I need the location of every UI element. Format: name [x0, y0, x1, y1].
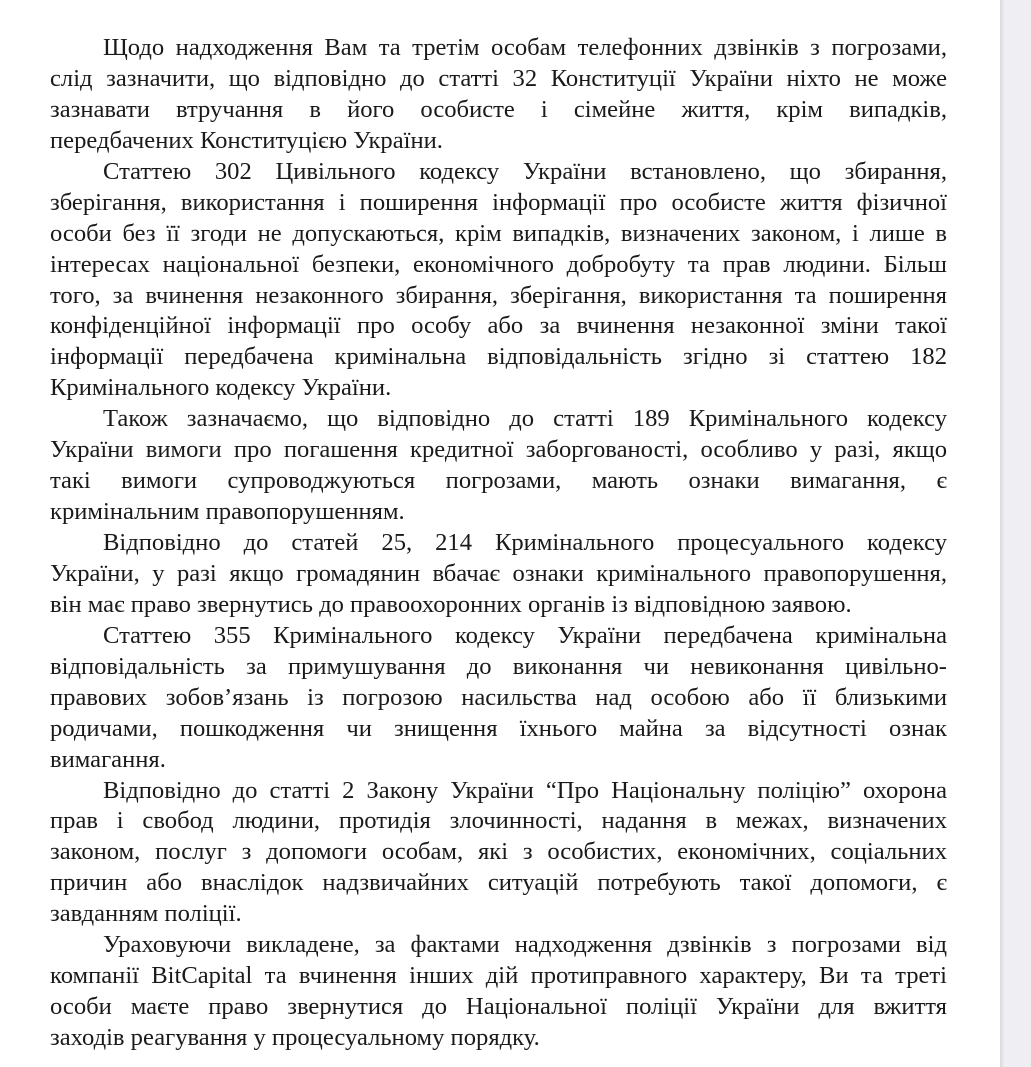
text-line: інформації передбачена кримінальна відповідальність згідно зі статтею 182	[50, 343, 947, 371]
text-line: причин або внаслідок надзвичайних ситуацій потребують такої допомоги, є	[50, 869, 947, 897]
text-line: родичами, пошкодження чи знищення їхнього майна за відсутності ознак	[50, 714, 947, 742]
text-line: інтересах національної безпеки, економічного добробуту та прав людини. Більш	[50, 250, 947, 278]
text-line: прав і свобод людини, протидія злочинності, надання в межах, визначених	[50, 807, 947, 835]
text-line: Статтею 302 Цивільного кодексу України встановлено, що збирання,	[103, 157, 947, 185]
paragraph	[50, 404, 947, 528]
text-line: заходів реагування у процесуальному порядку.	[50, 1024, 540, 1051]
text-line: України, у разі якщо громадянин вбачає ознаки кримінального правопорушення,	[50, 559, 947, 587]
text-line: того, за вчинення незаконного збирання, зберігання, використання та поширення	[50, 281, 947, 309]
text-line: зазнавати втручання в його особисте і сімейне життя, крім випадків,	[50, 95, 947, 123]
text-line: Кримінального кодексу України.	[50, 374, 392, 402]
text-line: Також зазначаємо, що відповідно до статті 189 Кримінального кодексу	[103, 405, 947, 433]
text-line: він має право звернутись до правоохоронних органів із відповідною заявою.	[50, 590, 852, 618]
text-line: вимагання.	[50, 745, 166, 773]
text-line: конфіденційної інформації про особу або за вчинення незаконної зміни такої	[50, 312, 947, 340]
text-line: Відповідно до статті 2 Закону України “Про Національну поліцію” охорона	[103, 776, 947, 804]
text-line: передбачених Конституцією України.	[50, 126, 443, 154]
paragraph	[50, 776, 947, 931]
document-body	[50, 33, 947, 1054]
text-line: Ураховуючи викладене, за фактами надходження дзвінків з погрозами від	[103, 931, 947, 959]
text-line: кримінальним правопорушенням.	[50, 498, 405, 526]
text-line: зберігання, використання і поширення інформації про особисте життя фізичної	[50, 188, 947, 216]
paragraph	[50, 33, 947, 157]
text-line: слід зазначити, що відповідно до статті 32 Конституції України ніхто не може	[50, 64, 947, 92]
paragraph	[50, 621, 947, 776]
text-line: Відповідно до статей 25, 214 Кримінального процесуального кодексу	[103, 529, 947, 556]
text-line: відповідальність за примушування до виконання чи невиконання цивільно-	[50, 652, 947, 680]
paragraph	[50, 528, 947, 621]
paragraph	[50, 157, 947, 405]
paragraph	[50, 930, 947, 1054]
text-line: особи без її згоди не допускаються, крім випадків, визначених законом, і лише в	[50, 219, 947, 247]
text-line: Щодо надходження Вам та третім особам телефонних дзвінків з погрозами,	[103, 34, 947, 61]
text-line: правових зобов’язань із погрозою насильства над особою або її близькими	[50, 683, 947, 711]
text-line: особи маєте право звернутися до Національної поліції України для вжиття	[50, 993, 947, 1021]
text-line: Статтею 355 Кримінального кодексу України передбачена кримінальна	[103, 621, 947, 649]
page-edge-shadow	[1000, 0, 1004, 1067]
text-line: компанії BitCapital та вчинення інших дій протиправного характеру, Ви та треті	[50, 962, 947, 990]
text-line: законом, послуг з допомоги особам, які з особистих, економічних, соціальних	[50, 838, 947, 866]
text-line: завданням поліції.	[50, 900, 242, 928]
text-line: України вимоги про погашення кредитної заборгованості, особливо у разі, якщо	[50, 436, 947, 464]
text-line: такі вимоги супроводжуються погрозами, мають ознаки вимагання, є	[50, 467, 947, 495]
